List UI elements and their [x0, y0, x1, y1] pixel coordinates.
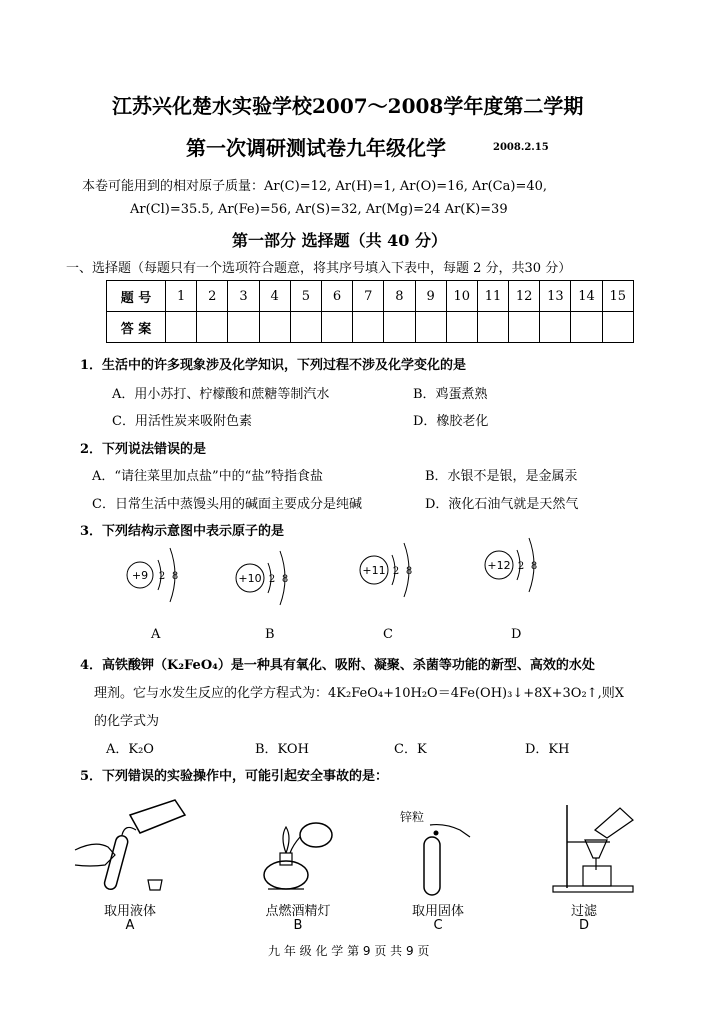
answer-cell[interactable] [197, 312, 228, 343]
q1-stem: 1．生活中的许多现象涉及化学知识，下列过程不涉及化学变化的是 [80, 358, 467, 373]
question-number-cell: 2 [197, 281, 228, 312]
question-number-cell: 7 [353, 281, 384, 312]
atom-a-nucleus: +9 [131, 569, 149, 582]
question-number-cell: 5 [290, 281, 321, 312]
atom-b-shell2: 8 [281, 574, 289, 585]
question-number-cell: 9 [415, 281, 446, 312]
answer-table-number-header: 题 号 [107, 281, 166, 312]
q2-option-d: D．液化石油气就是天然气 [425, 497, 579, 512]
lab-b-label: B [293, 918, 303, 933]
q5-stem: 5．下列错误的实验操作中，可能引起安全事故的是： [80, 769, 389, 784]
lab-c-caption: 取用固体 [411, 904, 464, 919]
atom-c-shell1: 2 [392, 566, 400, 577]
q3-stem: 3．下列结构示意图中表示原子的是 [80, 524, 285, 539]
atom-a-label: A [151, 627, 161, 642]
question-number-cell: 13 [540, 281, 571, 312]
question-number-cell: 3 [228, 281, 259, 312]
answer-cell[interactable] [477, 312, 508, 343]
atom-diagram-a [120, 540, 190, 610]
lab-b-caption: 点燃酒精灯 [265, 904, 331, 919]
q2-option-a: A．“请往菜里加点盐”中的“盐”特指食盐 [92, 469, 323, 484]
answer-cell[interactable] [509, 312, 540, 343]
q2-stem: 2．下列说法错误的是 [80, 442, 207, 457]
q4-option-b: B．KOH [255, 742, 309, 757]
q4-line1: 4．高铁酸钾（K₂FeO₄）是一种具有氧化、吸附、凝聚、杀菌等功能的新型、高效的水处 [80, 658, 595, 673]
atom-b-nucleus: +10 [238, 572, 262, 585]
question-number-cell: 10 [446, 281, 477, 312]
question-number-cell: 6 [321, 281, 352, 312]
answer-cell[interactable] [259, 312, 290, 343]
part1-heading: 第一部分 选择题（共 40 分） [232, 231, 447, 250]
atom-c-nucleus: +11 [362, 564, 386, 577]
answer-cell[interactable] [602, 312, 633, 343]
q4-option-d: D．KH [525, 742, 570, 757]
atom-b-shell1: 2 [268, 574, 276, 585]
exam-title-line1: 江苏兴化楚水实验学校2007～2008学年度第二学期 [112, 94, 584, 118]
lab-image-filtration [545, 800, 645, 900]
answer-cell[interactable] [321, 312, 352, 343]
q1-option-d: D．橡胶老化 [413, 414, 489, 429]
q2-option-b: B．水银不是银，是金属汞 [425, 469, 578, 484]
answer-table [106, 280, 634, 343]
answer-table-number-row [107, 281, 634, 312]
lab-a-caption: 取用液体 [103, 904, 156, 919]
atom-a-shell1: 2 [158, 571, 166, 582]
lab-image-taking-solid [400, 815, 480, 900]
atom-diagram-c [352, 535, 422, 605]
question-number-cell: 8 [384, 281, 415, 312]
lab-c-tag: 锌粒 [400, 810, 425, 824]
answer-cell[interactable] [446, 312, 477, 343]
atom-d-nucleus: +12 [487, 559, 511, 572]
lab-d-caption: 过滤 [570, 904, 597, 919]
page-footer: 九 年 级 化 学 第 9 页 共 9 页 [268, 944, 430, 958]
q4-line3: 的化学式为 [94, 714, 160, 729]
answer-table-answer-row [107, 312, 634, 343]
answer-cell[interactable] [415, 312, 446, 343]
answer-cell[interactable] [571, 312, 602, 343]
answer-table-answer-header: 答 案 [107, 312, 166, 343]
q2-option-c: C．日常生活中蒸馒头用的碱面主要成分是纯碱 [92, 497, 362, 512]
answer-cell[interactable] [166, 312, 197, 343]
atom-d-label: D [511, 627, 522, 642]
atom-c-label: C [383, 627, 393, 642]
atomic-mass-line1: 本卷可能用到的相对原子质量：Ar(C)=12, Ar(H)=1, Ar(O)=16, Ar(Ca)=40, [82, 179, 548, 194]
answer-cell[interactable] [228, 312, 259, 343]
lab-image-pouring-liquid [70, 795, 190, 905]
atom-a-shell2: 8 [171, 571, 179, 582]
lab-c-label: C [433, 918, 443, 933]
lab-a-label: A [125, 918, 135, 933]
atomic-mass-line2: Ar(Cl)=35.5, Ar(Fe)=56, Ar(S)=32, Ar(Mg)=24 Ar(K)=39 [130, 202, 508, 217]
answer-cell[interactable] [290, 312, 321, 343]
question-number-cell: 1 [166, 281, 197, 312]
section1-instruction: 一、选择题（每题只有一个选项符合题意，将其序号填入下表中，每题 2 分，共30 分） [66, 261, 572, 276]
answer-cell[interactable] [384, 312, 415, 343]
atom-c-shell2: 8 [405, 566, 413, 577]
atom-diagram-b [228, 543, 298, 613]
answer-cell[interactable] [353, 312, 384, 343]
question-number-cell: 11 [477, 281, 508, 312]
exam-date: 2008.2.15 [493, 142, 549, 153]
q4-option-c: C．K [394, 742, 427, 757]
lab-d-label: D [578, 918, 589, 933]
question-number-cell: 4 [259, 281, 290, 312]
q4-line2: 理剂。它与水发生反应的化学方程式为：4K₂FeO₄+10H₂O＝4Fe(OH)₃↓+8X+3O₂↑,则X [94, 686, 624, 701]
atom-diagram-d [477, 530, 547, 600]
q4-option-a: A．K₂O [106, 742, 154, 757]
exam-title-line2: 第一次调研测试卷九年级化学 [186, 136, 446, 160]
question-number-cell: 12 [509, 281, 540, 312]
atom-d-shell1: 2 [517, 561, 525, 572]
question-number-cell: 15 [602, 281, 633, 312]
question-number-cell: 14 [571, 281, 602, 312]
q1-option-b: B．鸡蛋煮熟 [413, 387, 488, 402]
answer-cell[interactable] [540, 312, 571, 343]
q1-option-a: A．用小苏打、柠檬酸和蔗糖等制汽水 [112, 387, 330, 402]
atom-b-label: B [265, 627, 275, 642]
q1-option-c: C．用活性炭来吸附色素 [112, 414, 252, 429]
lab-image-alcohol-lamp [248, 805, 348, 900]
atom-d-shell2: 8 [530, 561, 538, 572]
